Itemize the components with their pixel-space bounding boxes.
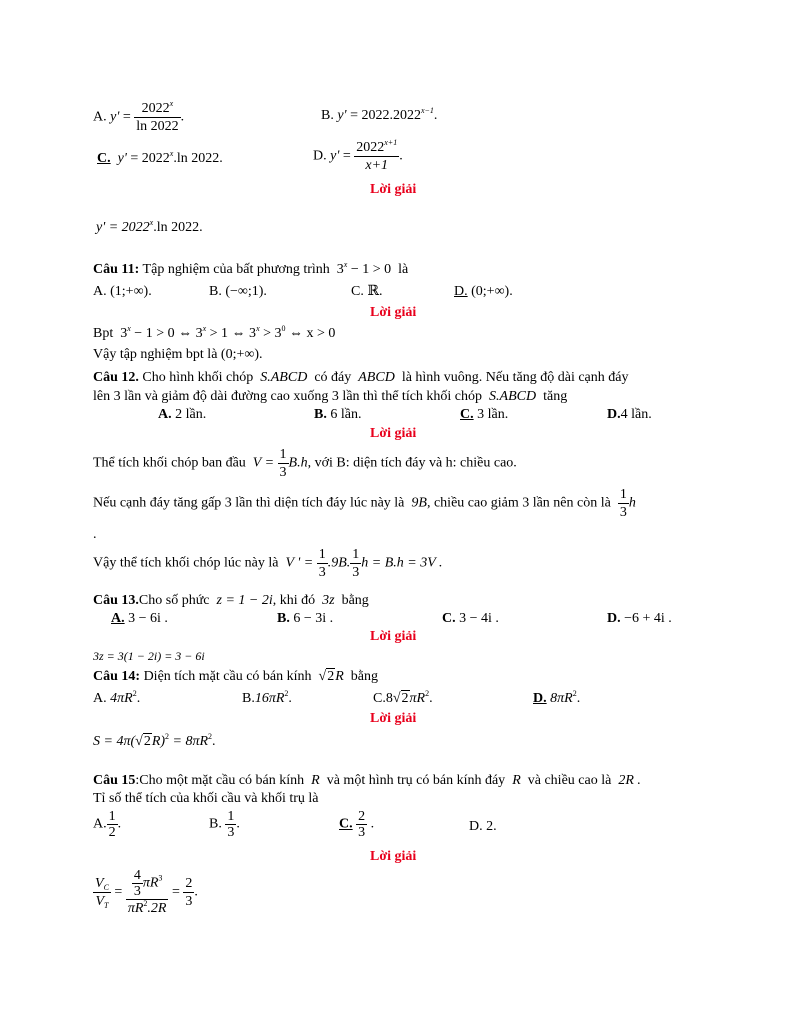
q13-option-c: C. 3 − 4i . <box>442 611 499 626</box>
q13-label: Câu 13. <box>93 593 139 608</box>
q12-solution-heading: Lời giải <box>370 426 417 441</box>
q12-solution-line3: Vậy thể tích khối chóp lúc này là V ' = $\frac{1}{3}$ .9B. $\frac{1}{3}$ h = B.h = 3V . <box>93 547 443 580</box>
q14-option-c: $C.8√2\pi R^2$. <box>373 689 433 706</box>
q10-option-b: B. $y' = 2022.2022^{x-1}$. <box>321 106 438 123</box>
q11-solution-heading: Lời giải <box>370 305 417 320</box>
q11-correct-label: D. <box>454 284 468 299</box>
q15-solution-ratio: $\frac{V_C}{V_T}$ <box>95 876 109 910</box>
q11-label: Câu 11: <box>93 262 140 277</box>
q15-solution-result: $\frac{2}{3}$ <box>185 876 193 909</box>
q12-s3-fraction1: $\frac{1}{3}$ <box>318 547 326 580</box>
q10-correct-label: C. <box>97 151 111 166</box>
q15-solution: $\frac{V_C}{V_T}$ = $\frac{4}{3}$ $\pi R^3$ $\pi R^2.2R$ = $\frac{2}{3}$ . <box>95 868 198 916</box>
q15-correct-label: C. <box>339 816 353 832</box>
q13-correct-label: A. <box>111 611 125 626</box>
q12-label: Câu 12. <box>93 370 139 385</box>
q12-solution-line1: Thể tích khối chóp ban đầu V = $\frac{1}{3}$ B.h, với B: diện tích đáy và h: chiều cao. <box>93 447 517 480</box>
q12-option-b: B. 6 lần. <box>314 407 362 422</box>
q11-option-d: D. (0;+∞). <box>454 284 513 299</box>
q13-option-d: D. −6 + 4i . <box>607 611 672 626</box>
q10-solution: $y' = 2022^x.\ln$ 2022. <box>96 218 203 235</box>
q12-s1-fraction: $\frac{1}{3}$ <box>279 447 287 480</box>
q12-stem-line1: Câu 12. Cho hình khối chóp S.ABCD có đáy ABCD là hình vuông. Nếu tăng độ dài cạnh đáy <box>93 370 629 385</box>
q13-option-a: A. 3 − 6i . <box>111 611 168 626</box>
q12-option-a: A. 2 lần. <box>158 407 207 422</box>
q10-a-fraction: $\frac{2022^x}{\ln 2022}$ <box>136 99 179 134</box>
q10-d-fraction: $\frac{2022^{x+1}}{x+1}$ <box>356 138 398 173</box>
q13-solution-heading: Lời giải <box>370 629 417 644</box>
q14-option-d: D. $8\pi R^2$. <box>533 689 581 706</box>
q14-option-b: $B.16\pi R^2$. <box>242 689 292 706</box>
q15-a-fraction: $\frac{1}{2}$ <box>108 809 116 840</box>
q15-solution-main-fraction: $\frac{4}{3}$ $\pi R^3$ $\pi R^2.2R$ <box>127 868 167 916</box>
q12-option-d: D.4 lần. <box>607 407 652 422</box>
q14-label: Câu 14: <box>93 669 141 684</box>
q15-c-fraction: $\frac{2}{3}$ <box>358 809 366 840</box>
q10-option-a: A. y' = $\frac{2022^x}{\ln 2022}$ . <box>93 99 185 134</box>
q15-b-fraction: $\frac{1}{3}$ <box>227 809 235 840</box>
q12-option-c: C. 3 lần. <box>460 407 509 422</box>
q11-option-a: A. (1;+∞). <box>93 284 152 299</box>
q14-solution-heading: Lời giải <box>370 711 417 726</box>
q11-solution-line1: Bpt $3^x - 1 > 0$ ⇔ $3^x > 1$ ⇔ $3^x > 3^0$ ⇔ x > 0 <box>93 324 336 341</box>
q11-stem: Câu 11: Tập nghiệm của bất phương trình $3^x - 1 > 0$ là <box>93 260 409 277</box>
q10-solution-heading: Lời giải <box>370 182 417 197</box>
q15-label: Câu 15 <box>93 773 136 788</box>
q14-solution: $S = 4\pi(√2R)^2 = 8\pi R^2$. <box>93 732 216 749</box>
q11-option-b: B. (−∞;1). <box>209 284 267 299</box>
q12-correct-label: C. <box>460 407 474 422</box>
q11-solution-line2: Vậy tập nghiệm bpt là (0;+∞). <box>93 347 263 362</box>
q15-stem-line2: Tỉ số thể tích của khối cầu và khối trụ là <box>93 791 319 806</box>
q10-option-c: C. $y' = 2022^x.\ln$ 2022. <box>97 149 223 166</box>
q12-solution-line2: Nếu cạnh đáy tăng gấp 3 lần thì diện tích đáy lúc này là 9B, chiều cao giảm 3 lần nên còn là $\frac{1}{3}$ h <box>93 487 636 520</box>
q13-option-b: B. 6 − 3i . <box>277 611 334 626</box>
q12-s2-fraction: $\frac{1}{3}$ <box>619 487 627 520</box>
q15-solution-heading: Lời giải <box>370 849 417 864</box>
q14-stem: Câu 14: Diện tích mặt cầu có bán kính √2R bằng <box>93 669 378 684</box>
q10-option-d: D. y' = $\frac{2022^{x+1}}{x+1}$ . <box>313 138 403 173</box>
q15-option-d: D. 2. <box>469 819 497 834</box>
q11-option-c: C. ℝ. <box>351 284 383 299</box>
q15-option-a: A. $\frac{1}{2}$ . <box>93 809 122 840</box>
q12-s3-fraction2: $\frac{1}{3}$ <box>352 547 360 580</box>
q14-option-a: A. $4\pi R^2$. <box>93 689 141 706</box>
q12-solution-dot: . <box>93 527 97 542</box>
q15-solution-inner-fraction: $\frac{4}{3}$ <box>133 868 141 899</box>
q15-stem-line1: Câu 15:Cho một mặt cầu có bán kính R và một hình trụ có bán kính đáy R và chiều cao là 2R . <box>93 773 641 788</box>
q15-option-b: B. $\frac{1}{3}$ . <box>209 809 240 840</box>
q13-stem: Câu 13.Cho số phức z = 1 − 2i, khi đó 3z bằng <box>93 593 369 608</box>
q12-stem-line2: lên 3 lần và giảm độ dài đường cao xuống 3 lần thì thể tích khối chóp S.ABCD tăng <box>93 389 568 404</box>
q13-solution: 3z = 3(1 − 2i) = 3 − 6i <box>93 649 205 663</box>
q15-option-c: C. $\frac{2}{3}$ . <box>339 809 375 840</box>
q14-correct-label: D. <box>533 691 547 706</box>
